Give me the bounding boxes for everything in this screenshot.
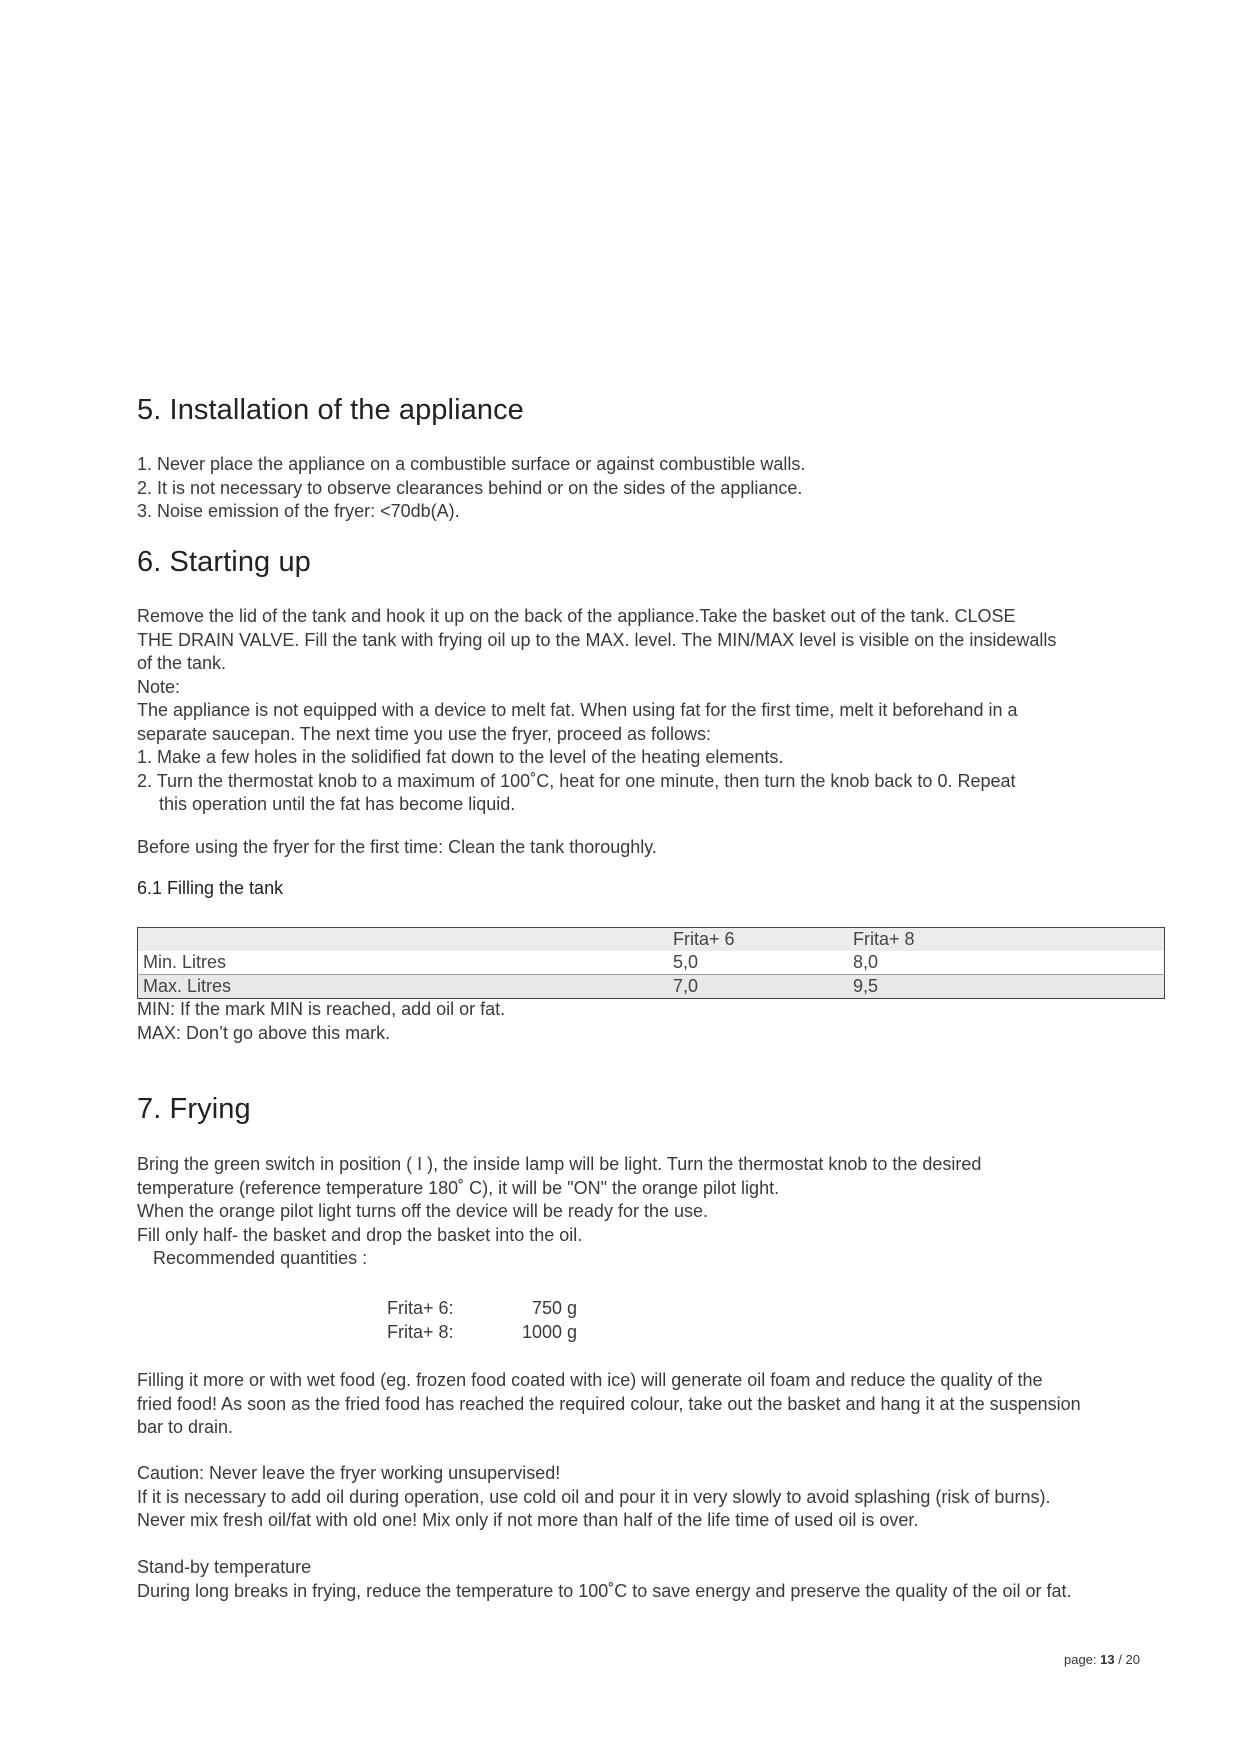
quantity-amount: 1000 g [521, 1321, 577, 1342]
text-line: separate saucepan. The next time you use the fryer, proceed as follows: [137, 723, 711, 744]
text-line: If it is necessary to add oil during operation, use cold oil and pour it in very slowly to avoid splashing (risk of burns). [137, 1486, 1051, 1507]
max-note: MAX: Don’t go above this mark. [137, 1022, 391, 1043]
table-cell: Max. Litres [138, 975, 669, 999]
text-line: THE DRAIN VALVE. Fill the tank with frying oil up to the MAX. level. The MIN/MAX level is visible on the insidewalls [137, 629, 1057, 650]
list-item: 1. Never place the appliance on a combustible surface or against combustible walls. [137, 454, 806, 474]
section-5-list [137, 453, 1177, 524]
text-line: bar to drain. [137, 1417, 234, 1437]
min-max-notes [137, 998, 1177, 1045]
text-line: of the tank. [137, 653, 227, 673]
page-label: page: [1064, 1652, 1097, 1667]
before-use-text: Before using the fryer for the first time: Clean the tank thoroughly. [137, 837, 657, 857]
caution-block [137, 1462, 1177, 1533]
table-header-cell [138, 928, 669, 952]
quantities-list [387, 1297, 577, 1344]
table-cell: 9,5 [848, 975, 1165, 999]
text-line: Caution: Never leave the fryer working unsupervised! [137, 1463, 561, 1483]
section-7-intro [137, 1153, 1177, 1271]
quantity-model: Frita+ 8: [387, 1321, 454, 1342]
standby-text: During long breaks in frying, reduce the temperature to 100˚C to save energy and preserve the quality of the oil or fat. [137, 1580, 1072, 1601]
list-item: 2. It is not necessary to observe clearances behind or on the sides of the appliance. [137, 477, 803, 498]
text-line: fried food! As soon as the fried food has reached the required colour, take out the basket and hang it at the suspension [137, 1393, 1081, 1414]
filling-table [137, 927, 1165, 999]
table-cell: 7,0 [668, 975, 848, 999]
section-6-title: 6. Starting up [137, 546, 311, 578]
text-line: Filling it more or with wet food (eg. frozen food coated with ice) will generate oil foam and reduce the quality of the [137, 1370, 1043, 1390]
standby-title: Stand-by temperature [137, 1557, 312, 1577]
standby-block [137, 1556, 1177, 1603]
min-note: MIN: If the mark MIN is reached, add oil or fat. [137, 999, 506, 1019]
list-item [387, 1297, 577, 1321]
section-7-title: 7. Frying [137, 1093, 251, 1125]
page-total: 20 [1125, 1652, 1140, 1667]
filling-warning [137, 1369, 1177, 1440]
table-header-cell: Frita+ 8 [848, 928, 1165, 952]
section-6-body [137, 605, 1177, 817]
page-separator: / [1118, 1652, 1122, 1667]
text-line: Remove the lid of the tank and hook it up on the back of the appliance.Take the basket out of the tank. CLOSE [137, 606, 1016, 626]
text-line: Never mix fresh oil/fat with old one! Mix only if not more than half of the life time of used oil is over. [137, 1510, 919, 1530]
subsection-6-1-title: 6.1 Filling the tank [137, 878, 284, 898]
recommended-label: Recommended quantities : [153, 1248, 368, 1268]
table-row [138, 975, 1165, 999]
table-cell: Min. Litres [143, 952, 227, 972]
note-label: Note: [137, 676, 181, 697]
table-header-row [138, 928, 1165, 952]
page-number [1064, 1652, 1140, 1667]
text-line: Bring the green switch in position ( I ), the inside lamp will be light. Turn the thermostat knob to the desired [137, 1154, 982, 1174]
quantity-model: Frita+ 6: [387, 1298, 454, 1318]
section-5-title: 5. Installation of the appliance [137, 394, 524, 426]
step-item-continued: this operation until the fat has become liquid. [159, 794, 516, 814]
table-header-cell: Frita+ 6 [668, 928, 848, 952]
text-line: Fill only half- the basket and drop the basket into the oil. [137, 1224, 583, 1245]
step-item: 1. Make a few holes in the solidified fat down to the level of the heating elements. [137, 747, 784, 767]
text-line: When the orange pilot light turns off the device will be ready for the use. [137, 1201, 708, 1221]
table-row [138, 951, 1165, 975]
table-cell: 8,0 [853, 952, 879, 972]
step-item: 2. Turn the thermostat knob to a maximum of 100˚C, heat for one minute, then turn the knob back to 0. Repeat [137, 770, 1016, 791]
quantity-amount: 750 g [531, 1298, 577, 1318]
text-line: The appliance is not equipped with a device to melt fat. When using fat for the first time, melt it beforehand in a [137, 700, 1018, 720]
list-item [387, 1321, 577, 1345]
text-line: temperature (reference temperature 180˚ C), it will be "ON" the orange pilot light. [137, 1177, 780, 1198]
page-current: 13 [1100, 1652, 1115, 1667]
list-item: 3. Noise emission of the fryer: <70db(A). [137, 501, 460, 521]
table-cell: 5,0 [673, 952, 699, 972]
